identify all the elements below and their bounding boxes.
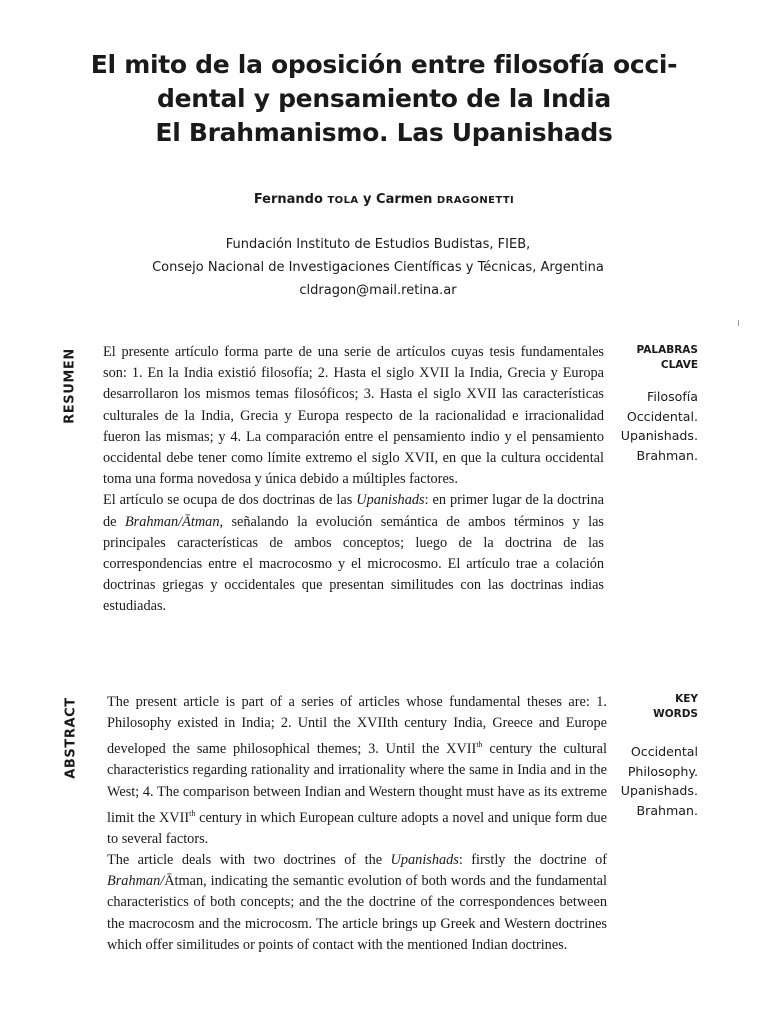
author-1-given: Fernando bbox=[253, 192, 323, 207]
abstract-body bbox=[107, 692, 607, 956]
abstract-p2-intro: The article deals with two doctrines of the bbox=[107, 851, 391, 868]
abstract-p1-superscript-2: th bbox=[189, 808, 196, 818]
abstract-p1-part-a: The present article is part of a series of articles whose fundamental theses are: 1. Philosophy existed in India; 2. Until the XVIIth century India, Greece and Europe developed the same philosophical themes; 3. Until the XVII bbox=[107, 694, 607, 758]
abstract-p2-term-upanishads: Upanishads bbox=[390, 851, 459, 868]
abstract-paragraph-1 bbox=[107, 692, 607, 850]
authors bbox=[0, 192, 768, 207]
resumen-label bbox=[63, 336, 77, 436]
keywords-heading-line-1: KEY bbox=[675, 693, 698, 705]
resumen-paragraph-2 bbox=[103, 490, 604, 617]
key-words-list bbox=[621, 742, 698, 820]
abstract-p2-term-atman: Ātman bbox=[164, 873, 204, 890]
affiliation bbox=[0, 233, 756, 302]
abstract-p2-mid: : firstly the doctrine of bbox=[458, 851, 608, 868]
author-2-family: DRAGONETTI bbox=[436, 195, 515, 206]
abstract-p2-rest: , indicating the semantic evolution of both words and the fundamental characteristics of both concepts; and the the doctrine of the correspondences between the macrocosm and the microcosm. The article brings up Greek and Western doctrines which offer similitudes or points of contact with the mentioned Indian doctrines. bbox=[107, 873, 607, 953]
affiliation-line-1: Fundación Instituto de Estudios Budistas, FIEB, bbox=[225, 237, 531, 252]
abstract-paragraph-2 bbox=[107, 850, 607, 956]
abstract-p1-part-b: century the cultural characteristics regarding rationality and irrationality where the same in India and in the West; 4. The comparison between Indian and Western thought must have as its extreme limit the XVII bbox=[107, 741, 607, 826]
keyword-item: Occidental bbox=[630, 744, 698, 759]
article-title bbox=[40, 48, 728, 150]
resumen-label-text: RESUMEN bbox=[62, 348, 78, 424]
keyword-item: Filosofía bbox=[647, 389, 698, 404]
keyword-item: Brahman. bbox=[636, 447, 698, 463]
keywords-heading-line-2: CLAVE bbox=[660, 359, 698, 371]
resumen-p2-intro: El artículo se ocupa de dos doctrinas de las bbox=[103, 492, 357, 509]
title-line-2: dental y pensamiento de la India bbox=[157, 84, 611, 113]
abstract-p2-term-brahman: Brahman/ bbox=[107, 873, 165, 890]
keyword-item: Upanishads. bbox=[620, 783, 698, 798]
author-2-given: Carmen bbox=[376, 192, 433, 207]
abstract-label-text: ABSTRACT bbox=[63, 697, 79, 779]
key-words-heading bbox=[653, 692, 698, 722]
keyword-item: Brahman. bbox=[636, 802, 698, 818]
author-1-family: TOLA bbox=[327, 195, 359, 206]
abstract-label bbox=[64, 688, 78, 788]
resumen-paragraph-1: El presente artículo forma parte de una serie de artículos cuyas tesis fundamentales son: 1. En la India existió filosofía; 2. Hasta el siglo XVII la India, Grecia y Europa desarrollaron los mismos temas filosóficos; 3. Hasta el siglo XVII las características culturales de la India, Grecia y Europa respecto de la racionalidad e irracionalidad fueron las mismas; y 4. La comparación entre el pensamiento indio y el pensamiento occidental debe tener como límite extremo el siglo XVII, en que la cultura occidental toma una forma novedosa y única debido a múltiples factores. bbox=[103, 344, 604, 488]
resumen-p2-term-brahman: Brahman/Ātman bbox=[124, 513, 220, 530]
resumen-p2-term-upanishads: Upanishads bbox=[356, 492, 425, 509]
palabras-clave-list bbox=[621, 387, 698, 465]
abstract-p1-superscript-1: th bbox=[476, 740, 483, 750]
resumen-p2-rest: , señalando la evolución semántica de ambos términos y las principales características de ambos conceptos; luego de la doctrina de las correspondencias entre el macrocosmo y el microcosmo. El artículo trae a colación doctrinas griegas y occidentales que presentan similitudes con las doctrinas indias estudiadas. bbox=[103, 513, 604, 615]
palabras-clave-heading bbox=[637, 343, 698, 373]
title-line-3: El Brahmanismo. Las Upanishads bbox=[155, 118, 613, 147]
title-line-1: El mito de la oposición entre filosofía occi- bbox=[90, 50, 678, 79]
margin-mark bbox=[738, 320, 739, 326]
authors-connector: y bbox=[363, 192, 372, 207]
keyword-item: Occidental. bbox=[626, 408, 698, 424]
keywords-heading-line-1: PALABRAS bbox=[636, 344, 698, 356]
resumen-p2-mid: : en primer lugar de la doctrina de bbox=[103, 492, 604, 530]
keyword-item: Philosophy. bbox=[627, 763, 698, 779]
keywords-heading-line-2: WORDS bbox=[653, 708, 698, 720]
author-email: cldragon@mail.retina.ar bbox=[299, 283, 457, 298]
affiliation-line-2: Consejo Nacional de Investigaciones Científicas y Técnicas, Argentina bbox=[152, 260, 604, 275]
abstract-p1-part-c: century in which European culture adopts a novel and unique form due to several factors. bbox=[107, 809, 608, 847]
resumen-body bbox=[103, 342, 604, 618]
keyword-item: Upanishads. bbox=[620, 428, 698, 443]
